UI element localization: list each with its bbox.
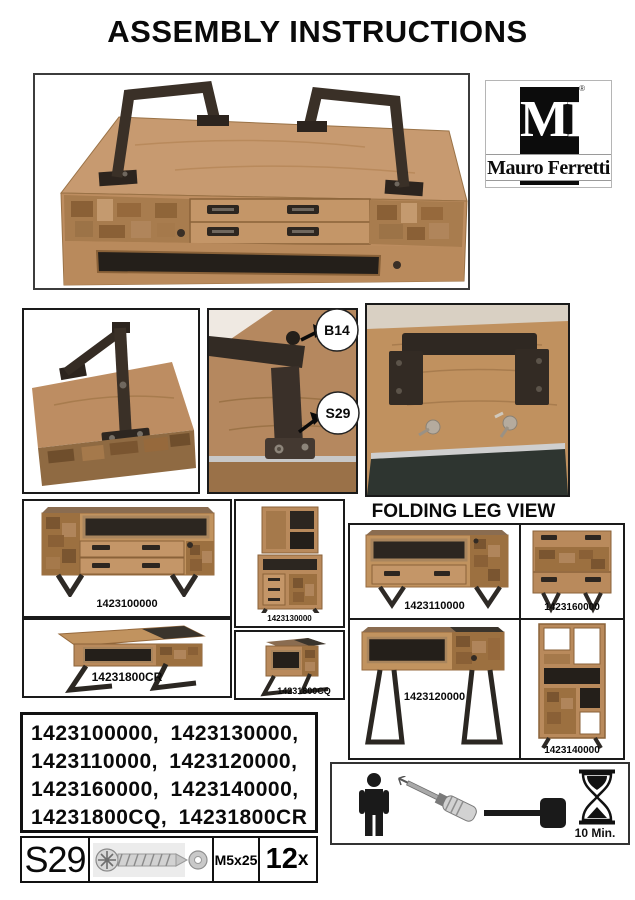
detail-photo-callouts [207,308,358,494]
product-box-14231800CR [22,618,232,698]
hardware-qty-number: 12 [265,843,298,875]
detail-photo-leg-mounted [22,308,200,494]
person-icon [356,772,392,836]
hardware-table [20,836,318,883]
product-box-14231800CQ [234,630,345,700]
hardware-id: S29 [22,838,90,881]
product-code-label: 1423100000 [96,598,158,610]
codes-line: 1423110000, 1423120000, [31,750,298,773]
hardware-size: M5x25 [214,838,260,881]
detail-photo-leg-folded [365,303,570,497]
product-cell-1423110000 [350,525,521,620]
main-product-photo [33,73,470,290]
product-code-label: 1423120000 [403,691,466,703]
leg-mounted-illustration [24,310,198,492]
product-box-1423100000 [22,499,232,618]
registered-mark: ® [579,84,585,93]
folding-leg-view-grid [348,523,625,760]
leg-folded-illustration [367,305,568,495]
callout-b14-label: B14 [324,322,350,338]
hardware-qty-suffix: x [297,848,309,870]
product-cell-1423140000 [521,620,623,758]
section-title-folding-leg-view: FOLDING LEG VIEW [371,501,556,522]
assembly-time-label: 10 Min. [574,826,616,840]
logo-initials: MF [520,91,597,148]
product-1423130000-illustration [236,501,343,613]
callout-illustration [209,310,356,492]
product-cell-1423160000 [521,525,623,620]
open-compartment [64,241,464,285]
drawer-fronts [190,199,370,244]
hourglass-icon [574,769,620,825]
product-code-label: 14231800CQ [277,686,331,696]
tv-console-photo-illustration [35,75,468,288]
page-title: ASSEMBLY INSTRUCTIONS [107,14,528,49]
product-code-label: 1423110000 [404,600,465,612]
codes-line: 1423100000, 1423130000, [31,722,299,745]
product-cell-1423120000 [350,620,521,758]
mosaic-panel-right [369,200,464,247]
codes-line: 14231800CQ, 14231800CR [31,806,308,829]
product-1423140000-illustration [521,620,623,756]
product-codes-list [20,712,318,833]
screw-icon [92,840,210,880]
tools-required-box [330,762,630,845]
logo-name-band [486,154,611,181]
product-code-label: 1423160000 [544,602,600,613]
product-14231800CR-illustration [24,620,230,696]
callout-s29-label: S29 [325,405,351,421]
product-code-label: 1423140000 [544,745,600,756]
washer-icon [189,851,207,869]
hardware-screw-cell [90,838,214,881]
mallet-icon [484,796,572,832]
product-box-1423130000 [234,499,345,628]
brand-logo [485,80,612,188]
product-1423100000-illustration [24,501,230,597]
product-code-label: 1423130000 [267,614,312,623]
product-code-label: 14231800CR [91,670,163,684]
screwdriver-icon [394,776,494,838]
mosaic-panel-left [64,195,190,243]
product-1423120000-illustration [350,620,519,756]
hardware-quantity [260,838,314,881]
brand-name: Mauro Ferretti [487,157,610,179]
codes-line: 1423160000, 1423140000, [31,778,299,801]
